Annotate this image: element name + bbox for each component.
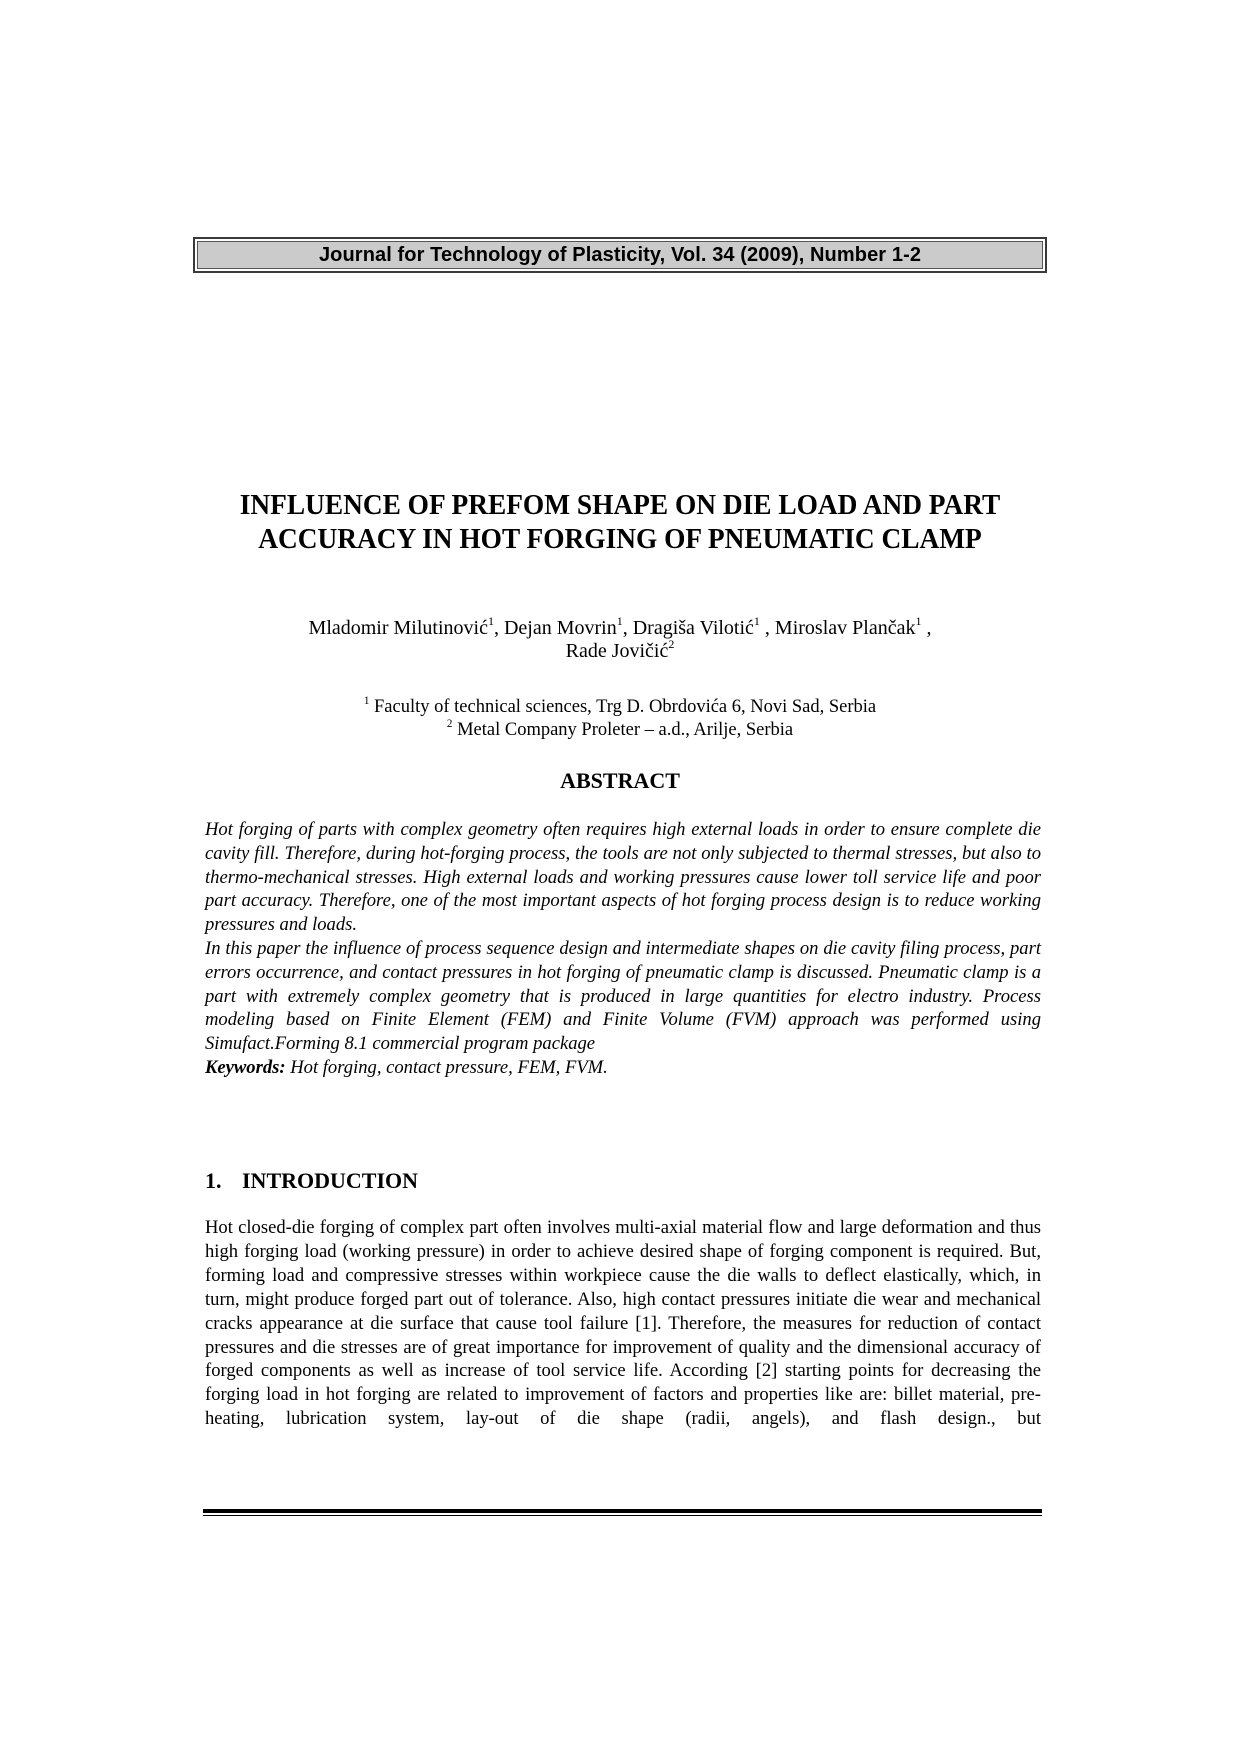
introduction-paragraph: Hot closed-die forging of complex part often involves multi-axial material flow and large deformation and thus high forging load (working pressure) in order to achieve desired shape of forging component is required. But, forming load and compressive stresses within workpiece cause the die walls to deflect elastically, which, in turn, might produce forged part out of tolerance. Also, high contact pressures initiate die wear and mechanical cracks appearance at die surface that cause tool failure [1]. Therefore, the measures for reduction of contact pressures and die stresses are of great importance for improvement of quality and the dimensional accuracy of forged components as well as increase of tool service life. According [2] starting points for decreasing the forging load in hot forging are related to improvement of factors and properties like are: billet material, pre-heating, lubrication system, lay-out of die shape (radii, angels), and flash design., but xyxy=(205,1217,1041,1430)
author-affiliation-mark: 2 xyxy=(668,637,675,652)
author-affiliation-mark: 1 xyxy=(616,614,623,629)
affiliation-list xyxy=(190,696,1050,742)
section-heading-introduction xyxy=(205,1168,418,1194)
author-list xyxy=(190,614,1050,663)
author-name: Dejan Movrin xyxy=(503,617,617,639)
journal-header: Journal for Technology of Plasticity, Vol. 34 (2009), Number 1-2 xyxy=(197,241,1043,269)
footer-rule-thin xyxy=(203,1515,1042,1516)
abstract-heading: ABSTRACT xyxy=(560,768,680,793)
section-number: 1. xyxy=(205,1168,222,1193)
author-line-1 xyxy=(190,614,1050,640)
author-name: Miroslav Plančak xyxy=(774,617,916,639)
affiliation-mark: 1 xyxy=(363,694,370,707)
affiliation-text: Faculty of technical sciences, Trg D. Obrdovića 6, Novi Sad, Serbia xyxy=(369,697,877,717)
author-separator: , xyxy=(759,617,775,639)
author-separator: , xyxy=(622,617,633,639)
footer-rule-thick xyxy=(203,1509,1042,1513)
paper-title xyxy=(207,489,1033,557)
keywords-text: Hot forging, contact pressure, FEM, FVM. xyxy=(285,1056,608,1078)
abstract-body xyxy=(205,818,1041,1080)
author-affiliation-mark: 1 xyxy=(487,614,494,629)
affiliation-mark: 2 xyxy=(446,717,453,730)
abstract-paragraph: In this paper the influence of process sequence design and intermediate shapes on die cavity filing process, part errors occurrence, and contact pressures in hot forging of pneumatic clamp is discussed. Pneumatic clamp is a part with extremely complex geometry that is produced in large quantities for electro industry. Process modeling based on Finite Element (FEM) and Finite Volume (FVM) approach was performed using Simufact.Forming 8.1 commercial program package xyxy=(205,937,1041,1055)
author-line-2 xyxy=(190,637,1050,663)
abstract-paragraph: Hot forging of parts with complex geometry often requires high external loads in order to ensure complete die cavity fill. Therefore, during hot-forging process, the tools are not only subjected to thermal stresses, but also to thermo-mechanical stresses. High external loads and working pressures cause lower toll service life and poor part accuracy. Therefore, one of the most important aspects of hot forging process design is to reduce working pressures and loads. xyxy=(205,819,1041,936)
affiliation-1 xyxy=(190,696,1050,719)
author-name: Rade Jovičić xyxy=(565,640,669,662)
keywords-label: Keywords: xyxy=(205,1056,286,1078)
author-name: Dragiša Vilotić xyxy=(632,617,754,639)
journal-header-box xyxy=(193,237,1047,273)
author-affiliation-mark: 1 xyxy=(915,614,922,629)
author-separator: , xyxy=(921,617,932,639)
affiliation-2 xyxy=(190,719,1050,742)
footer-rule xyxy=(203,1509,1042,1516)
section-title: INTRODUCTION xyxy=(242,1168,419,1193)
title-line-1: INFLUENCE OF PREFOM SHAPE ON DIE LOAD AND PART xyxy=(239,490,1001,521)
affiliation-text: Metal Company Proleter – a.d., Arilje, Serbia xyxy=(452,720,794,740)
title-line-2: ACCURACY IN HOT FORGING OF PNEUMATIC CLAMP xyxy=(258,524,982,555)
author-affiliation-mark: 1 xyxy=(753,614,760,629)
introduction-body xyxy=(205,1216,1041,1431)
author-name: Mladomir Milutinović xyxy=(308,617,488,639)
keywords xyxy=(205,1056,1041,1080)
author-separator: , xyxy=(493,617,504,639)
